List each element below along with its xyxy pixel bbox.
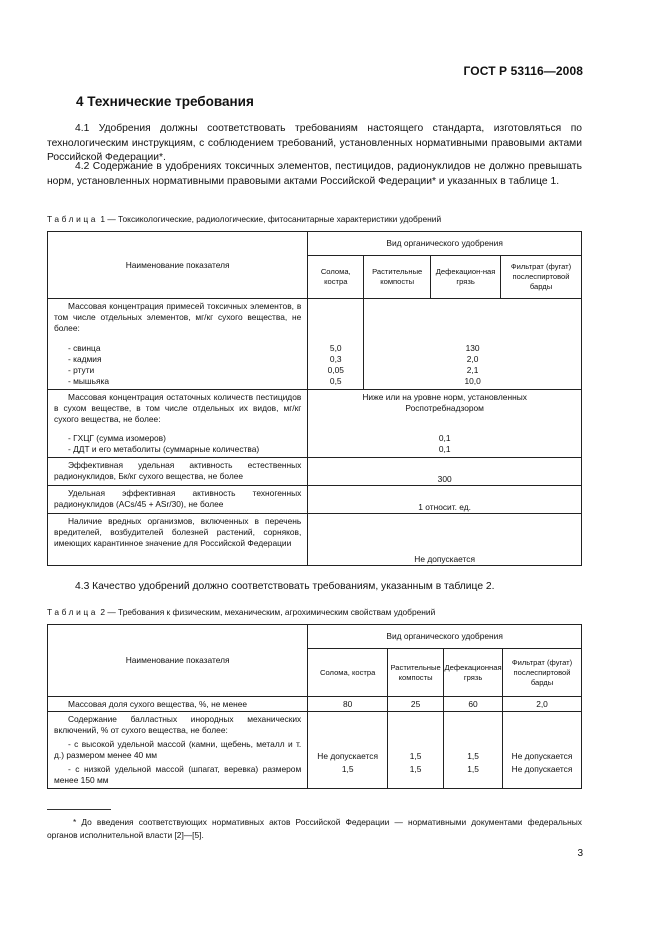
paragraph-4-1: 4.1 Удобрения должны соответствовать требованиям настоящего стандарта, изготовляться по технологическим инструкциям, с соблюдением требований, установленных нормативными правовыми актами Российской Федерации*. — [47, 123, 582, 163]
footnote-separator — [47, 809, 111, 810]
table1-caption — [47, 214, 441, 224]
t1-pesticides-label: Массовая концентрация остаточных количеств пестицидов в сухом веществе, в том числе отдельных их видов, мг/кг сухого вещества, не более: — [48, 389, 308, 433]
table1-caption-word: Таблица — [47, 214, 99, 224]
table2-caption-word: Таблица — [47, 607, 99, 617]
t2-row-heavy-inclusions: - с высокой удельной массой (камни, щебень, металл и т. д.) размером менее 40 мм — [48, 737, 308, 762]
t2-ballast-label: Содержание балластных инородных механических включений, % от сухого вещества, не более: — [48, 712, 308, 738]
t2-light-v3: 1,5 — [444, 762, 503, 789]
t1-header-name: Наименование показателя — [48, 232, 308, 299]
t1-arsenic-v1: 0,5 — [308, 376, 364, 390]
t1-row-ddt: - ДДТ и его метаболиты (суммарные количества) — [48, 444, 308, 458]
t1-header-group: Вид органического удобрения — [308, 232, 582, 256]
t2-heavy-v1: Не допускается — [308, 737, 388, 762]
t2-dry-matter-v2: 25 — [388, 697, 444, 712]
t1-row-mercury: - ртути — [48, 365, 308, 376]
t2-dry-matter-label: Массовая доля сухого вещества, %, не менее — [48, 697, 308, 712]
t2-dry-matter-v4: 2,0 — [503, 697, 582, 712]
t1-hch-value: 0,1 — [308, 433, 582, 444]
t1-row-arsenic: - мышьяка — [48, 376, 308, 390]
t1-pests-label: Наличие вредных организмов, включенных в перечень вредителей, возбудителей болезней растений, сорняков, имеющих карантинное значение для Российской Федерации — [48, 514, 308, 566]
t1-tech-radio-value: 1 относит. ед. — [308, 486, 582, 514]
t1-heavy-metals-label: Массовая концентрация примесей токсичных элементов, в том числе отдельных элементов, мг/кг сухого вещества, не более: — [48, 299, 308, 343]
page-number: 3 — [577, 848, 583, 859]
t2-header-name: Наименование показателя — [48, 625, 308, 697]
table2-caption-text: 2 — Требования к физическим, механическим, агрохимическим свойствам удобрений — [100, 607, 436, 617]
paragraph-4-2: 4.2 Содержание в удобрениях токсичных элементов, пестицидов, радионуклидов не должно превышать норм, установленных нормативными правовыми актами Российской Федерации* и указанных в таблице 1. — [47, 161, 582, 187]
t2-heavy-v3: 1,5 — [444, 737, 503, 762]
t2-light-v2: 1,5 — [388, 762, 444, 789]
t1-row-cadmium: - кадмия — [48, 354, 308, 365]
t1-ddt-value: 0,1 — [308, 444, 582, 458]
t1-mercury-v1: 0,05 — [308, 365, 364, 376]
t2-header-c4: Фильтрат (фугат) послеспиртовой барды — [503, 649, 582, 697]
t2-heavy-v4: Не допускается — [503, 737, 582, 762]
t1-arsenic-v2: 10,0 — [364, 376, 582, 390]
t2-light-v1: 1,5 — [308, 762, 388, 789]
footnote: * До введения соответствующих нормативных актов Российской Федерации — нормативными документами федеральных органов исполнительной власти [2]—[5]. — [47, 817, 582, 840]
document-id: ГОСТ Р 53116—2008 — [463, 64, 583, 78]
t1-mercury-v2: 2,1 — [364, 365, 582, 376]
t2-light-v4: Не допускается — [503, 762, 582, 789]
paragraph-4-3: 4.3 Качество удобрений должно соответствовать требованиям, указанным в таблице 2. — [75, 581, 495, 592]
t1-header-c4: Фильтрат (фугат) послеспиртовой барды — [501, 256, 582, 299]
t2-dry-matter-v1: 80 — [308, 697, 388, 712]
t1-lead-v2: 130 — [364, 343, 582, 354]
table1-caption-text: 1 — Токсикологические, радиологические, фитосанитарные характеристики удобрений — [100, 214, 442, 224]
table2-caption — [47, 607, 435, 617]
t1-lead-v1: 5,0 — [308, 343, 364, 354]
t1-natural-radio-value: 300 — [308, 458, 582, 486]
t2-header-c3: Дефекационная грязь — [444, 649, 503, 697]
t2-header-group: Вид органического удобрения — [308, 625, 582, 649]
section-title: 4 Технические требования — [76, 94, 254, 109]
t1-cadmium-v1: 0,3 — [308, 354, 364, 365]
t2-header-c1: Солома, костра — [308, 649, 388, 697]
t1-pests-value: Не допускается — [308, 514, 582, 566]
t1-natural-radio-label: Эффективная удельная активность естественных радионуклидов, Бк/кг сухого вещества, не более — [48, 458, 308, 486]
t1-cadmium-v2: 2,0 — [364, 354, 582, 365]
t1-header-c2: Растительные компосты — [364, 256, 431, 299]
table-2 — [47, 624, 582, 789]
t1-pesticides-value: Ниже или на уровне норм, установленных Роспотребнадзором — [308, 389, 582, 433]
t1-row-hch: - ГХЦГ (сумма изомеров) — [48, 433, 308, 444]
t2-dry-matter-v3: 60 — [444, 697, 503, 712]
t1-header-c1: Солома, костра — [308, 256, 364, 299]
t2-heavy-v2: 1,5 — [388, 737, 444, 762]
t2-header-c2: Растительные компосты — [388, 649, 444, 697]
t1-header-c3: Дефекацион-ная грязь — [431, 256, 501, 299]
t1-row-lead: - свинца — [48, 343, 308, 354]
table-1 — [47, 231, 582, 566]
t2-row-light-inclusions: - с низкой удельной массой (шпагат, веревка) размером менее 150 мм — [48, 762, 308, 789]
t1-tech-radio-label: Удельная эффективная активность техногенных радионуклидов (ACs/45 + ASr/30), не более — [48, 486, 308, 514]
